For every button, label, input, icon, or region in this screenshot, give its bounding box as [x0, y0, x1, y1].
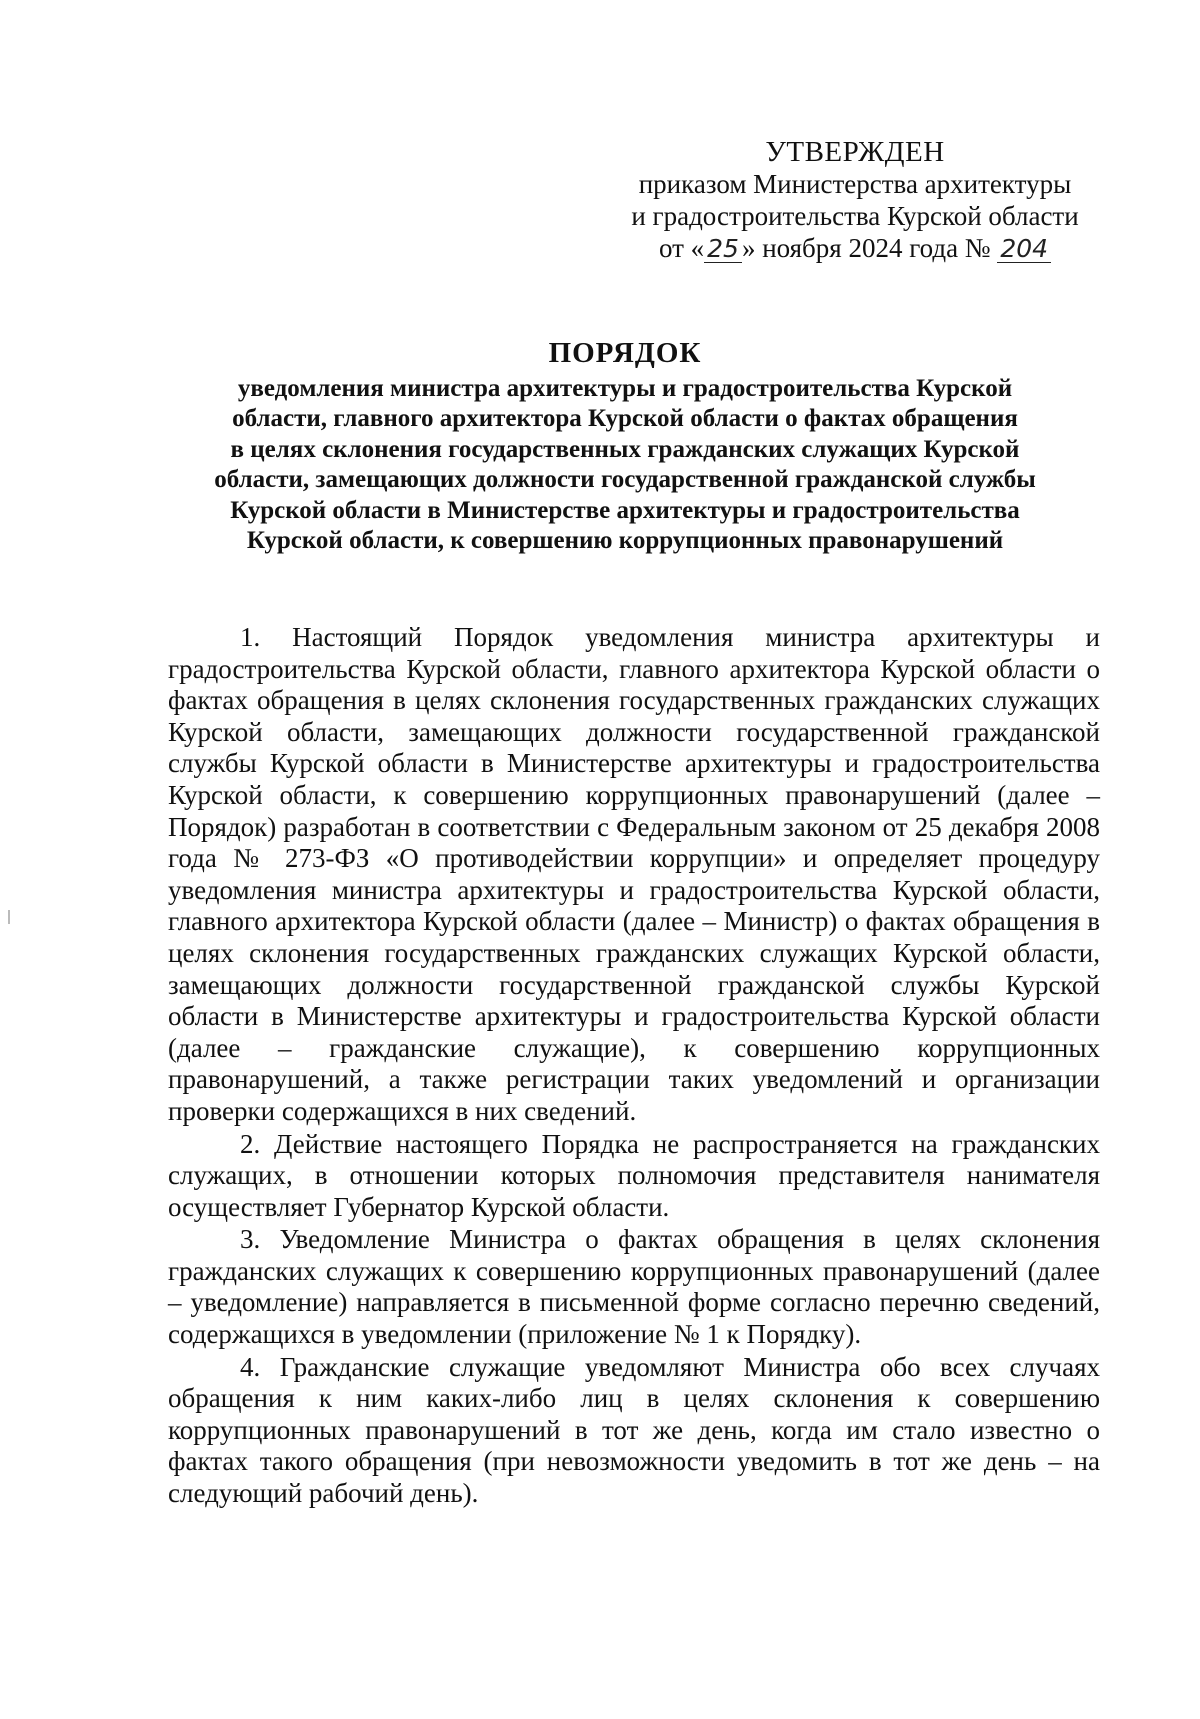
title-line: Курской области в Министерстве архитектуры и градостроительства [230, 496, 1020, 524]
title-line: области, главного архитектора Курской области о фактах обращения [232, 405, 1018, 432]
paragraph-3: 3. Уведомление Министра о фактах обращения в целях склонения гражданских служащих к совершению коррупционных правонарушений (далее – уведомление) направляется в письменной форме согласно перечню сведений, содержащихся в уведомлении (приложение № 1 к Порядку). [168, 1224, 1100, 1350]
title-line: уведомления министра архитектуры и градостроительства Курской [237, 374, 1013, 402]
date-middle: » ноября 2024 года № [741, 233, 998, 263]
paragraph-1: 1. Настоящий Порядок уведомления министра архитектуры и градостроительства Курской области, главного архитектора Курской области о фактах обращения в целях склонения государственных гражданских служащих Курской области, замещающих должности государственной гражданской службы Курской области в Министерстве архитектуры и градостроительства Курской области, к совершению коррупционных правонарушений (далее – Порядок) разработан в соответствии с Федеральным законом от 25 декабря 2008 года № 273-ФЗ «О противодействии коррупции» и определяет процедуру уведомления министра архитектуры и градостроительства Курской области, главного архитектора Курской области (далее – Министр) о фактах обращения в целях склонения государственных гражданских служащих Курской области, замещающих должности государственной гражданской службы Курской области в Министерстве архитектуры и градостроительства Курской области (далее – гражданские служащие), к совершению коррупционных правонарушений, а также регистрации таких уведомлений и организации проверки содержащихся в них сведений. [168, 622, 1100, 1126]
approval-heading: УТВЕРЖДЕН [765, 136, 945, 168]
paragraph-4: 4. Гражданские служащие уведомляют Министра обо всех случаях обращения к ним каких-либо лиц в целях склонения к совершению коррупционных правонарушений в тот же день, когда им стало известно о фактах такого обращения (при невозможности уведомить в тот же день – на следующий рабочий день). [168, 1351, 1100, 1509]
title-main: ПОРЯДОК [548, 337, 702, 369]
paragraph-2: 2. Действие настоящего Порядка не распространяется на гражданских служащих, в отношении которых полномочия представителя нанимателя осуществляет Губернатор Курской области. [168, 1128, 1100, 1222]
title-line: области, замещающих должности государственной гражданской службы [214, 466, 1036, 493]
handwritten-order-number: 204 [997, 236, 1051, 263]
scan-mark [8, 910, 10, 924]
date-prefix: от « [658, 233, 705, 263]
title-line: в целях склонения государственных гражданских служащих Курской [230, 435, 1020, 463]
title-line: Курской области, к совершению коррупционных правонарушений [246, 527, 1004, 554]
approval-line-2: и градостроительства Курской области [631, 201, 1079, 231]
approval-date-line [600, 232, 1110, 264]
document-body [168, 622, 1100, 1510]
document-title [150, 338, 1100, 557]
approval-stamp-block [600, 136, 1110, 264]
approval-line-1: приказом Министерства архитектуры [638, 169, 1072, 199]
handwritten-day: 25 [704, 236, 742, 263]
